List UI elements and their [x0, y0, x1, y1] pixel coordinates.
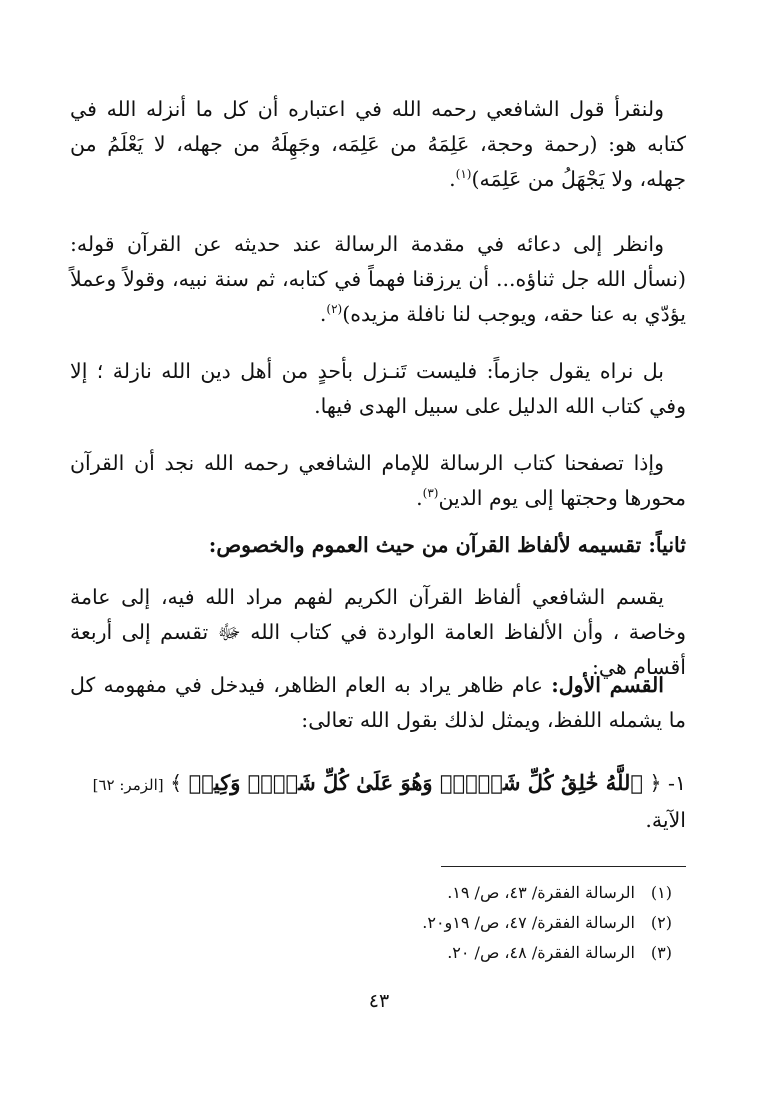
paragraph-text: يقسم الشافعي ألفاظ القرآن الكريم لفهم مراد الله فيه، إلى عامة وخاصة ، وأن الألفاظ العامة الواردة في كتاب الله ﷻ تقسم إلى أربعة أقسام هي: [70, 585, 686, 679]
footnote-number: (٢) [650, 913, 672, 932]
verse-close-bracket: ﴾ [170, 771, 183, 795]
paragraph-first-division [70, 668, 686, 738]
quran-verse [70, 765, 686, 838]
paragraph-text: وانظر إلى دعائه في مقدمة الرسالة عند حديثه عن القرآن قوله: (نسأل الله جل ثناؤه... أن يرزقنا فهماً في كتابه، ثم سنة نبيه، وقولاً وعملاً يؤدّي به عنا حقه، ويوجب لنا نافلة مزيده) [70, 232, 686, 326]
footnote-number: (١) [650, 883, 672, 902]
footnote-text: الرسالة الفقرة/ ٤٨، ص/ ٢٠. [447, 943, 635, 962]
footnote-divider [441, 866, 686, 867]
paragraph-text: وإذا تصفحنا كتاب الرسالة للإمام الشافعي رحمه الله نجد أن القرآن محورها وحجتها إلى يوم الدين [70, 451, 686, 510]
verse-reference: [الزمر: ٦٢] [92, 776, 164, 794]
footnote-number: (٣) [650, 943, 672, 962]
footnote-ref: (١) [455, 167, 472, 182]
footnote-ref: (٣) [422, 486, 439, 501]
page-number: ٤٣ [368, 990, 390, 1012]
footnote-ref: (٢) [326, 302, 343, 317]
footnote-item [422, 938, 672, 968]
footnotes [422, 878, 672, 968]
verse-number: ١- [668, 771, 686, 795]
footnote-item [422, 908, 672, 938]
division-text: عام ظاهر يراد به العام الظاهر، فيدخل في مفهومه كل ما يشمله اللفظ، ويمثل لذلك بقول الله تعالى: [70, 673, 686, 732]
paragraph-text: ولنقرأ قول الشافعي رحمه الله في اعتباره أن كل ما أنزله الله في كتابه هو: (رحمة وحجة، عَلِمَهُ من عَلِمَه، وجَهِلَهُ من جهله، لا يَعْلَمُ من جهله، ولا يَجْهَلُ من عَلِمَه) [70, 97, 686, 191]
footnote-text: الرسالة الفقرة/ ٤٧، ص/ ١٩و٢٠. [422, 913, 635, 932]
paragraph-dua: وانظر إلى دعائه في مقدمة الرسالة عند حديثه عن القرآن قوله: (نسأل الله جل ثناؤه... أن يرزقنا فهماً في كتابه، ثم سنة نبيه، وقولاً وعملاً يؤدّي به عنا حقه، ويوجب لنا نافلة مزيده)$^{(٢)}$. [70, 232, 686, 326]
section-heading: ثانياً: تقسيمه لألفاظ القرآن من حيث العموم والخصوص: [208, 533, 686, 557]
verse-suffix: الآية. [645, 808, 686, 832]
paragraph-text: بل نراه يقول جازماً: فليست تَنـزل بأحدٍ من أهل دين الله نازلة ؛ إلا وفي كتاب الله الدليل على سبيل الهدى فيها. [70, 359, 686, 418]
verse-text: ٱللَّهُ خَٰلِقُ كُلِّ شَيۡءٖۖ وَهُوَ عَلَىٰ كُلِّ شَيۡءٖ وَكِيلٞ [188, 770, 643, 795]
paragraph-risala: وإذا تصفحنا كتاب الرسالة للإمام الشافعي رحمه الله نجد أن القرآن محورها وحجتها إلى يوم الدين$^{(٣)}$. [70, 451, 686, 510]
paragraph-nazila [70, 354, 686, 424]
division-label: القسم الأول: [551, 673, 664, 697]
footnote-text: الرسالة الفقرة/ ٤٣، ص/ ١٩. [447, 883, 635, 902]
verse-open-bracket: ﴿ [649, 771, 662, 795]
footnote-item [422, 878, 672, 908]
paragraph-shafii-quote: ولنقرأ قول الشافعي رحمه الله في اعتباره أن كل ما أنزله الله في كتابه هو: (رحمة وحجة، عَلِمَهُ من عَلِمَه، وجَهِلَهُ من جهله، لا يَعْلَمُ من جهله، ولا يَجْهَلُ من عَلِمَه)$^{(١)}$. [70, 97, 686, 191]
